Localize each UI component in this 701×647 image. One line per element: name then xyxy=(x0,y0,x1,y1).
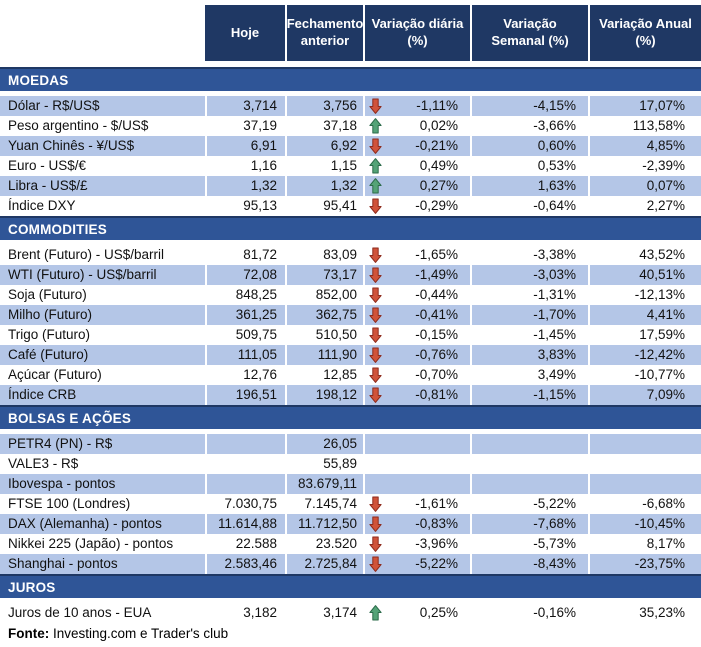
cell-hoje: 95,13 xyxy=(205,196,285,216)
cell-label: Nikkei 225 (Japão) - pontos xyxy=(0,534,205,554)
cell-fechamento-anterior: 95,41 xyxy=(285,196,363,216)
cell-variacao-diaria xyxy=(363,265,470,285)
cell-variacao-anual: -12,42% xyxy=(588,345,701,365)
cell-hoje: 72,08 xyxy=(205,265,285,285)
cell-fechamento-anterior: 111,90 xyxy=(285,345,363,365)
table-row-peso-argentino-us xyxy=(0,116,701,136)
cell-fechamento-anterior: 7.145,74 xyxy=(285,494,363,514)
cell-variacao-semanal xyxy=(470,474,588,494)
cell-variacao-diaria xyxy=(363,514,470,534)
cell-variacao-diaria xyxy=(363,325,470,345)
cell-label: PETR4 (PN) - R$ xyxy=(0,434,205,454)
cell-label: Índice DXY xyxy=(0,196,205,216)
cell-hoje: 12,76 xyxy=(205,365,285,385)
cell-variacao-diaria xyxy=(363,305,470,325)
variacao-diaria-value: 0,25% xyxy=(419,605,458,620)
cell-variacao-anual: -10,77% xyxy=(588,365,701,385)
table-row-wti-futuro-us-barril xyxy=(0,265,701,285)
down-arrow-icon xyxy=(369,198,382,214)
cell-fechamento-anterior: 11.712,50 xyxy=(285,514,363,534)
cell-variacao-diaria xyxy=(363,196,470,216)
down-arrow-icon xyxy=(369,307,382,323)
cell-label: Juros de 10 anos - EUA xyxy=(0,603,205,623)
cell-variacao-anual: -23,75% xyxy=(588,554,701,574)
cell-fechamento-anterior: 1,32 xyxy=(285,176,363,196)
cell-fechamento-anterior: 362,75 xyxy=(285,305,363,325)
cell-label: Shanghai - pontos xyxy=(0,554,205,574)
cell-variacao-semanal: 3,83% xyxy=(470,345,588,365)
cell-variacao-diaria xyxy=(363,494,470,514)
table-row-trigo-futuro xyxy=(0,325,701,345)
source-text: Investing.com e Trader's club xyxy=(49,626,229,641)
down-arrow-icon xyxy=(369,516,382,532)
cell-fechamento-anterior: 73,17 xyxy=(285,265,363,285)
cell-variacao-semanal: -0,16% xyxy=(470,603,588,623)
cell-variacao-anual: 17,59% xyxy=(588,325,701,345)
column-header-variacao-semanal: Variação Semanal (%) xyxy=(470,5,588,61)
cell-variacao-semanal: -3,38% xyxy=(470,245,588,265)
variacao-diaria-value: 0,27% xyxy=(419,178,458,193)
cell-variacao-anual: 17,07% xyxy=(588,96,701,116)
variacao-diaria-value: -1,61% xyxy=(415,496,458,511)
cell-hoje: 22.588 xyxy=(205,534,285,554)
cell-variacao-semanal: 3,49% xyxy=(470,365,588,385)
cell-variacao-anual xyxy=(588,434,701,454)
cell-variacao-diaria xyxy=(363,116,470,136)
variacao-diaria-value: -3,96% xyxy=(415,536,458,551)
section-header-juros: JUROS xyxy=(0,574,701,598)
cell-fechamento-anterior: 23.520 xyxy=(285,534,363,554)
table-row-petr4-pn-r xyxy=(0,434,701,454)
table-row-acucar-futuro xyxy=(0,365,701,385)
cell-variacao-anual: 0,07% xyxy=(588,176,701,196)
cell-variacao-semanal: -3,03% xyxy=(470,265,588,285)
cell-hoje: 111,05 xyxy=(205,345,285,365)
cell-variacao-anual: 2,27% xyxy=(588,196,701,216)
variacao-diaria-value: -0,70% xyxy=(415,367,458,382)
cell-variacao-diaria xyxy=(363,454,470,474)
table-row-libra-us xyxy=(0,176,701,196)
source-note xyxy=(0,626,701,641)
section-header-moedas: MOEDAS xyxy=(0,67,701,91)
table-body xyxy=(0,67,701,623)
table-row-juros-de-10-anos-eua xyxy=(0,603,701,623)
variacao-diaria-value: -0,15% xyxy=(415,327,458,342)
cell-variacao-anual: 40,51% xyxy=(588,265,701,285)
variacao-diaria-value: -0,76% xyxy=(415,347,458,362)
cell-variacao-semanal: -5,22% xyxy=(470,494,588,514)
table-row-vale3-r xyxy=(0,454,701,474)
cell-fechamento-anterior: 198,12 xyxy=(285,385,363,405)
variacao-diaria-value: -1,65% xyxy=(415,247,458,262)
header-spacer xyxy=(0,5,205,61)
cell-label: Ibovespa - pontos xyxy=(0,474,205,494)
cell-fechamento-anterior: 3,174 xyxy=(285,603,363,623)
variacao-diaria-value: -0,41% xyxy=(415,307,458,322)
cell-label: Índice CRB xyxy=(0,385,205,405)
cell-variacao-anual: 4,41% xyxy=(588,305,701,325)
variacao-diaria-value: 0,49% xyxy=(419,158,458,173)
cell-hoje: 11.614,88 xyxy=(205,514,285,534)
cell-variacao-anual: 8,17% xyxy=(588,534,701,554)
cell-hoje: 6,91 xyxy=(205,136,285,156)
up-arrow-icon xyxy=(369,118,382,134)
table-row-ftse-100-londres xyxy=(0,494,701,514)
down-arrow-icon xyxy=(369,267,382,283)
up-arrow-icon xyxy=(369,158,382,174)
table-row-euro-us xyxy=(0,156,701,176)
cell-hoje xyxy=(205,434,285,454)
cell-variacao-diaria xyxy=(363,434,470,454)
cell-label: VALE3 - R$ xyxy=(0,454,205,474)
cell-variacao-anual: -10,45% xyxy=(588,514,701,534)
cell-label: Peso argentino - $/US$ xyxy=(0,116,205,136)
cell-variacao-diaria xyxy=(363,554,470,574)
variacao-diaria-value: -0,81% xyxy=(415,387,458,402)
cell-label: Trigo (Futuro) xyxy=(0,325,205,345)
cell-label: Soja (Futuro) xyxy=(0,285,205,305)
cell-variacao-diaria xyxy=(363,156,470,176)
variacao-diaria-value: -0,83% xyxy=(415,516,458,531)
cell-variacao-semanal: -4,15% xyxy=(470,96,588,116)
up-arrow-icon xyxy=(369,178,382,194)
cell-hoje: 81,72 xyxy=(205,245,285,265)
cell-variacao-diaria xyxy=(363,534,470,554)
table-header xyxy=(0,5,701,61)
cell-fechamento-anterior: 83,09 xyxy=(285,245,363,265)
cell-variacao-anual: -6,68% xyxy=(588,494,701,514)
cell-fechamento-anterior: 3,756 xyxy=(285,96,363,116)
cell-hoje: 848,25 xyxy=(205,285,285,305)
cell-label: FTSE 100 (Londres) xyxy=(0,494,205,514)
table-row-shanghai-pontos xyxy=(0,554,701,574)
cell-label: Euro - US$/€ xyxy=(0,156,205,176)
cell-fechamento-anterior: 12,85 xyxy=(285,365,363,385)
cell-variacao-anual xyxy=(588,454,701,474)
cell-variacao-semanal: -8,43% xyxy=(470,554,588,574)
cell-fechamento-anterior: 510,50 xyxy=(285,325,363,345)
down-arrow-icon xyxy=(369,367,382,383)
section-header-commodities: COMMODITIES xyxy=(0,216,701,240)
cell-variacao-anual: -12,13% xyxy=(588,285,701,305)
table-row-yuan-chines-us xyxy=(0,136,701,156)
cell-variacao-semanal xyxy=(470,434,588,454)
cell-hoje xyxy=(205,474,285,494)
variacao-diaria-value: -1,49% xyxy=(415,267,458,282)
up-arrow-icon xyxy=(369,605,382,621)
cell-variacao-semanal: -1,15% xyxy=(470,385,588,405)
cell-label: Libra - US$/£ xyxy=(0,176,205,196)
cell-label: Café (Futuro) xyxy=(0,345,205,365)
down-arrow-icon xyxy=(369,138,382,154)
variacao-diaria-value: -0,44% xyxy=(415,287,458,302)
column-header-variacao-diaria: Variação diária (%) xyxy=(363,5,470,61)
cell-fechamento-anterior: 37,18 xyxy=(285,116,363,136)
cell-variacao-anual: 7,09% xyxy=(588,385,701,405)
cell-variacao-semanal: 1,63% xyxy=(470,176,588,196)
cell-label: Brent (Futuro) - US$/barril xyxy=(0,245,205,265)
cell-hoje: 2.583,46 xyxy=(205,554,285,574)
down-arrow-icon xyxy=(369,556,382,572)
cell-variacao-semanal: -7,68% xyxy=(470,514,588,534)
cell-variacao-diaria xyxy=(363,474,470,494)
cell-fechamento-anterior: 55,89 xyxy=(285,454,363,474)
table-row-indice-crb xyxy=(0,385,701,405)
down-arrow-icon xyxy=(369,496,382,512)
variacao-diaria-value: -1,11% xyxy=(416,98,458,113)
cell-hoje: 7.030,75 xyxy=(205,494,285,514)
cell-variacao-anual: -2,39% xyxy=(588,156,701,176)
cell-hoje: 37,19 xyxy=(205,116,285,136)
down-arrow-icon xyxy=(369,347,382,363)
down-arrow-icon xyxy=(369,536,382,552)
variacao-diaria-value: -0,29% xyxy=(415,198,458,213)
cell-variacao-diaria xyxy=(363,96,470,116)
variacao-diaria-value: 0,02% xyxy=(419,118,458,133)
cell-variacao-diaria xyxy=(363,176,470,196)
cell-variacao-semanal: -3,66% xyxy=(470,116,588,136)
table-row-soja-futuro xyxy=(0,285,701,305)
cell-fechamento-anterior: 26,05 xyxy=(285,434,363,454)
cell-variacao-semanal xyxy=(470,454,588,474)
cell-fechamento-anterior: 2.725,84 xyxy=(285,554,363,574)
down-arrow-icon xyxy=(369,287,382,303)
down-arrow-icon xyxy=(369,387,382,403)
cell-variacao-anual xyxy=(588,474,701,494)
cell-hoje: 509,75 xyxy=(205,325,285,345)
cell-hoje: 196,51 xyxy=(205,385,285,405)
cell-fechamento-anterior: 852,00 xyxy=(285,285,363,305)
cell-variacao-anual: 113,58% xyxy=(588,116,701,136)
cell-label: Dólar - R$/US$ xyxy=(0,96,205,116)
cell-label: Yuan Chinês - ¥/US$ xyxy=(0,136,205,156)
cell-variacao-diaria xyxy=(363,245,470,265)
column-header-variacao-anual: Variação Anual (%) xyxy=(588,5,701,61)
cell-variacao-diaria xyxy=(363,385,470,405)
cell-hoje: 3,714 xyxy=(205,96,285,116)
cell-variacao-diaria xyxy=(363,345,470,365)
variacao-diaria-value: -5,22% xyxy=(415,556,458,571)
down-arrow-icon xyxy=(369,247,382,263)
table-row-cafe-futuro xyxy=(0,345,701,365)
cell-variacao-semanal: -0,64% xyxy=(470,196,588,216)
cell-label: Milho (Futuro) xyxy=(0,305,205,325)
cell-label: WTI (Futuro) - US$/barril xyxy=(0,265,205,285)
table-row-milho-futuro xyxy=(0,305,701,325)
column-header-fechamento: Fechamento anterior xyxy=(285,5,363,61)
cell-label: DAX (Alemanha) - pontos xyxy=(0,514,205,534)
cell-variacao-anual: 43,52% xyxy=(588,245,701,265)
table-row-dax-alemanha-pontos xyxy=(0,514,701,534)
cell-hoje: 361,25 xyxy=(205,305,285,325)
table-row-brent-futuro-us-barril xyxy=(0,245,701,265)
cell-hoje: 1,32 xyxy=(205,176,285,196)
cell-variacao-semanal: -1,70% xyxy=(470,305,588,325)
down-arrow-icon xyxy=(369,98,382,114)
cell-fechamento-anterior: 1,15 xyxy=(285,156,363,176)
section-header-bolsas-e-acoes: BOLSAS E AÇÕES xyxy=(0,405,701,429)
variacao-diaria-value: -0,21% xyxy=(415,138,458,153)
cell-variacao-anual: 4,85% xyxy=(588,136,701,156)
cell-variacao-diaria xyxy=(363,136,470,156)
column-header-hoje: Hoje xyxy=(205,5,285,61)
cell-label: Açúcar (Futuro) xyxy=(0,365,205,385)
cell-variacao-semanal: 0,53% xyxy=(470,156,588,176)
cell-variacao-semanal: -5,73% xyxy=(470,534,588,554)
cell-variacao-diaria xyxy=(363,365,470,385)
table-row-nikkei-225-japao-pontos xyxy=(0,534,701,554)
cell-hoje: 1,16 xyxy=(205,156,285,176)
cell-variacao-semanal: -1,45% xyxy=(470,325,588,345)
table-row-indice-dxy xyxy=(0,196,701,216)
cell-fechamento-anterior: 6,92 xyxy=(285,136,363,156)
down-arrow-icon xyxy=(369,327,382,343)
cell-hoje xyxy=(205,454,285,474)
cell-hoje: 3,182 xyxy=(205,603,285,623)
table-row-dolar-r-us xyxy=(0,96,701,116)
cell-variacao-semanal: 0,60% xyxy=(470,136,588,156)
cell-variacao-diaria xyxy=(363,285,470,305)
cell-variacao-diaria xyxy=(363,603,470,623)
table-row-ibovespa-pontos xyxy=(0,474,701,494)
source-label: Fonte: xyxy=(8,626,50,641)
cell-fechamento-anterior: 83.679,11 xyxy=(285,474,363,494)
cell-variacao-semanal: -1,31% xyxy=(470,285,588,305)
cell-variacao-anual: 35,23% xyxy=(588,603,701,623)
